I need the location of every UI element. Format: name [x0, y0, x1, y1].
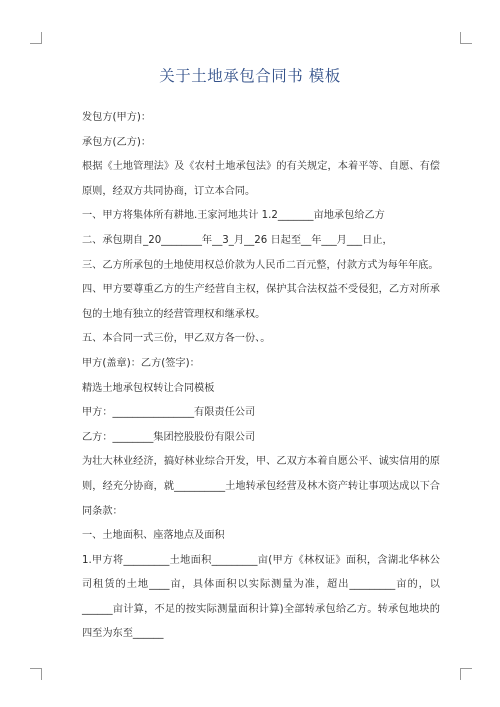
- paragraph: 根据《土地管理法》及《农村土地承包法》的有关规定，本着平等、自愿、有偿原则，经双方共同协商，订立本合同。: [82, 161, 440, 197]
- crop-mark-top-right: [460, 32, 472, 44]
- paragraph: 一、土地面积、座落地点及面积: [82, 530, 225, 542]
- crop-mark-bottom-left: [30, 668, 42, 680]
- paragraph: 1.甲方将_________土地面积_________亩(甲方《林权证》面积，含湖北华林公司租赁的土地____亩，具体面积以实际测量为准，超出_________亩的，以______亩计算，不足的按实际测量面积计算)全部转承包给乙方。转承包地块的四至为东至______: [82, 554, 440, 640]
- document-title: 关于土地承包合同书 模板: [159, 67, 341, 85]
- paragraph: 三、乙方所承包的土地使用权总价款为人民币二百元整，付款方式为每年年底。: [82, 259, 439, 271]
- paragraph: 四、甲方要尊重乙方的生产经营自主权，保护其合法权益不受侵犯，乙方对所承包的土地有独立的经营管理权和继承权。: [82, 284, 440, 320]
- paragraph: 乙方：________集团控股股份有限公司: [82, 431, 256, 443]
- paragraph: 精选土地承包权转让合同模板: [82, 382, 215, 394]
- paragraph: 为壮大林业经济，搞好林业综合开发，甲、乙双方本着自愿公平、诚实信用的原则，经充分协商，就__________土地转承包经营及林木资产转让事项达成以下合同条款：: [82, 456, 440, 517]
- document-body: [62, 106, 440, 647]
- paragraph: 发包方(甲方)：: [82, 112, 152, 123]
- paragraph: 甲方：________________有限责任公司: [82, 407, 256, 419]
- paragraph: 一、甲方将集体所有耕地.王家河地共计 1.2_______亩地承包给乙方: [82, 210, 385, 222]
- paragraph: 五、本合同一式三份，甲乙双方各一份、。: [82, 333, 271, 345]
- paragraph: 二、承包期自_20________年__3_月__26 日起至__年___月___日止，: [82, 234, 393, 246]
- paragraph: 承包方(乙方)：: [82, 136, 152, 148]
- paragraph: 甲方(盖章)：乙方(签字)：: [82, 357, 200, 369]
- crop-mark-bottom-right: [460, 668, 472, 680]
- crop-mark-top-left: [30, 32, 42, 44]
